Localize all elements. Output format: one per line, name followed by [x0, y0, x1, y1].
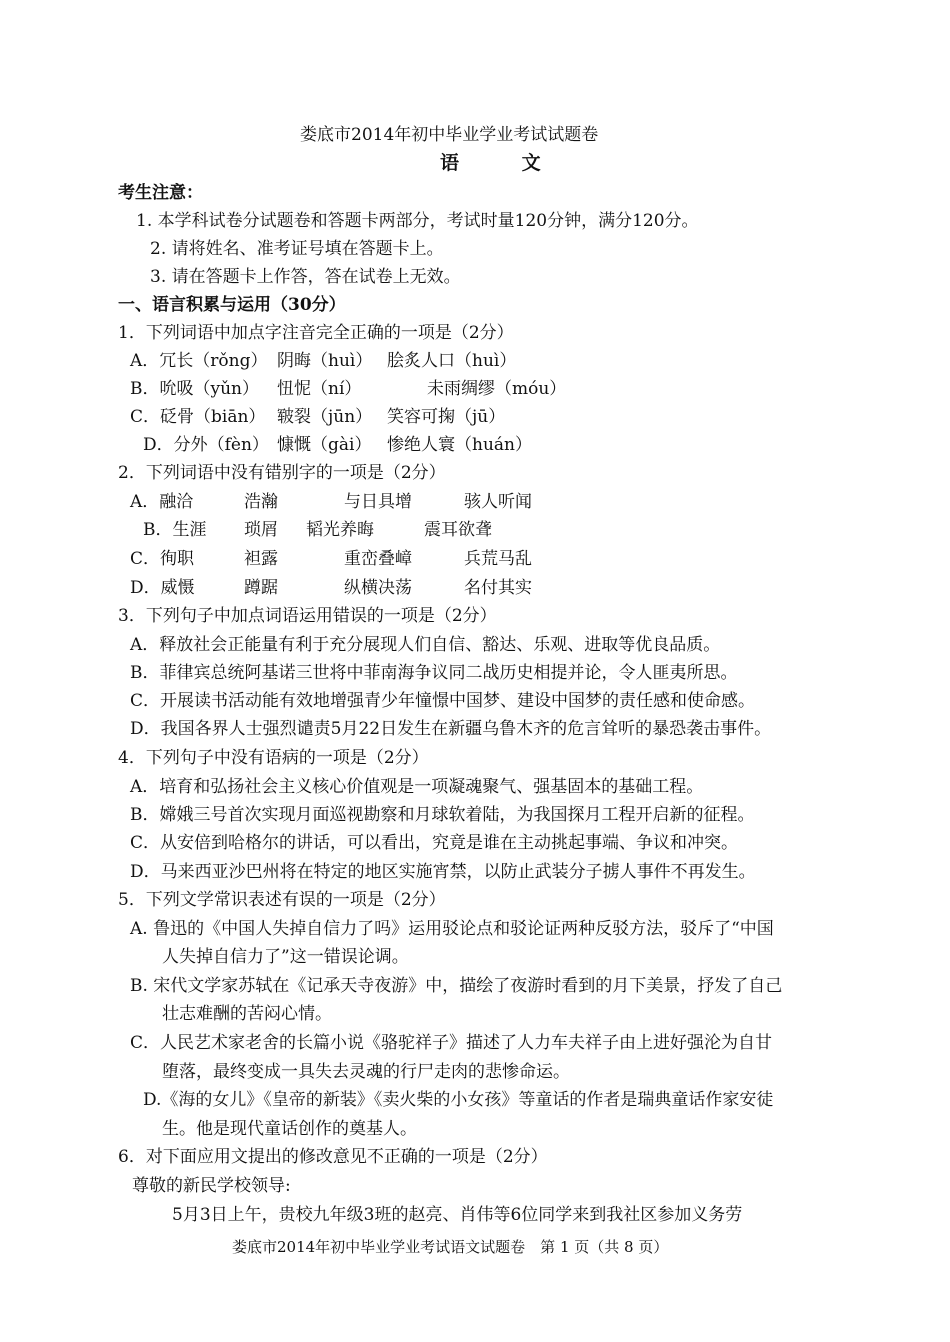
q3-option-c: C．开展读书活动能有效地增强青少年憧憬中国梦、建设中国梦的责任感和使命感。	[130, 691, 756, 711]
q1-a-word-2: 阴晦（huì）	[277, 351, 373, 371]
q1-b-word-1: B．吮吸（yǔn）	[130, 379, 259, 399]
q2-option-c	[130, 548, 532, 570]
section-heading: 一、语言积累与运用（30分）	[118, 295, 346, 315]
notice-item-3: 3. 请在答题卡上作答，答在试卷上无效。	[150, 267, 461, 287]
q2-c-word-1: C．徇职	[130, 549, 195, 569]
q3-option-d: D．我国各界人士强烈谴责5月22日发生在新疆乌鲁木齐的危言耸听的暴恐袭击事件。	[130, 719, 772, 739]
q4-option-b: B．嫦娥三号首次实现月面巡视勘察和月球软着陆，为我国探月工程开启新的征程。	[130, 805, 755, 825]
q1-d-word-3: 惨绝人寰（huán）	[387, 435, 532, 455]
q2-b-word-4: 震耳欲聋	[424, 520, 492, 540]
q1-a-word-1: A．冗长（rǒng）	[130, 351, 268, 371]
q2-c-word-2: 袒露	[244, 549, 278, 569]
q5-option-a-line-1: A. 鲁迅的《中国人失掉自信力了吗》运用驳论点和驳论证两种反驳方法，驳斥了“中国	[130, 919, 774, 939]
q2-c-word-4: 兵荒马乱	[464, 549, 532, 569]
q3-option-b: B．菲律宾总统阿基诺三世将中菲南海争议同二战历史相提并论，令人匪夷所思。	[130, 663, 738, 683]
q5-option-c-line-1: C．人民艺术家老舍的长篇小说《骆驼祥子》描述了人力车夫祥子由上进好强沦为自甘	[130, 1033, 773, 1053]
q5-option-c-line-2: 堕落，最终变成一具失去灵魂的行尸走肉的悲惨命运。	[162, 1062, 570, 1082]
q1-c-word-3: 笑容可掬（jū）	[387, 407, 506, 427]
exam-title: 娄底市2014年初中毕业学业考试试题卷	[300, 125, 599, 145]
q4-option-c: C．从安倍到哈格尔的讲话，可以看出，究竟是谁在主动挑起事端、争议和冲突。	[130, 833, 739, 853]
q2-a-word-3: 与日具增	[344, 492, 412, 512]
notice-item-2: 2. 请将姓名、准考证号填在答题卡上。	[150, 239, 444, 259]
question-1-stem: 1．下列词语中加点字注音完全正确的一项是（2分）	[118, 323, 514, 343]
q5-option-d-line-1: D.《海的女儿》《皇帝的新装》《卖火柴的小女孩》等童话的作者是瑞典童话作家安徒	[143, 1090, 774, 1110]
q1-c-word-1: C．砭骨（biān）	[130, 407, 266, 427]
q5-option-a-line-2: 人失掉自信力了”这一错误论调。	[162, 947, 409, 967]
q5-option-b-line-2: 壮志难酬的苦闷心情。	[162, 1004, 332, 1024]
q4-option-d: D．马来西亚沙巴州将在特定的地区实施宵禁，以防止武装分子掳人事件不再发生。	[130, 862, 756, 882]
q1-option-b	[130, 378, 566, 400]
q2-d-word-2: 蹲踞	[244, 578, 278, 598]
q2-option-d	[130, 577, 532, 599]
q5-option-b-line-1: B. 宋代文学家苏轼在《记承天寺夜游》中，描绘了夜游时看到的月下美景，抒发了自己	[130, 976, 783, 996]
subject-title: 语 文	[440, 152, 569, 174]
letter-body-line-1: 5月3日上午，贵校九年级3班的赵亮、肖伟等6位同学来到我社区参加义务劳	[172, 1205, 743, 1225]
q1-a-word-3: 脍炙人口（huì）	[387, 351, 517, 371]
q2-b-word-3: 韬光养晦	[306, 520, 374, 540]
q5-option-d-line-2: 生。他是现代童话创作的奠基人。	[162, 1119, 417, 1139]
q4-option-a: A．培育和弘扬社会主义核心价值观是一项凝魂聚气、强基固本的基础工程。	[130, 777, 704, 797]
q1-d-word-2: 慷慨（gài）	[277, 435, 372, 455]
q1-option-a	[130, 350, 516, 372]
q1-b-word-4: 未雨绸缪（móu）	[427, 379, 567, 399]
q1-b-word-2: 忸怩（ní）	[277, 379, 362, 399]
q2-option-a	[130, 491, 532, 513]
notice-heading: 考生注意：	[118, 183, 203, 203]
notice-item-1: 1. 本学科试卷分试题卷和答题卡两部分，考试时量120分钟，满分120分。	[136, 211, 699, 231]
q3-option-a: A．释放社会正能量有利于充分展现人们自信、豁达、乐观、进取等优良品质。	[130, 635, 721, 655]
page-footer: 娄底市2014年初中毕业学业考试语文试题卷 第 1 页（共 8 页）	[232, 1238, 669, 1256]
letter-salutation: 尊敬的新民学校领导:	[132, 1176, 291, 1196]
q2-option-b	[143, 519, 492, 541]
q2-a-word-1: A．融洽	[130, 492, 194, 512]
question-5-stem: 5．下列文学常识表述有误的一项是（2分）	[118, 890, 446, 910]
q2-d-word-3: 纵横决荡	[344, 578, 412, 598]
question-6-stem: 6．对下面应用文提出的修改意见不正确的一项是（2分）	[118, 1147, 548, 1167]
q1-option-d	[143, 434, 532, 456]
q2-d-word-1: D．威慑	[130, 578, 195, 598]
q2-b-word-2: 琐屑	[244, 520, 278, 540]
q2-a-word-2: 浩瀚	[244, 492, 278, 512]
q1-d-word-1: D．分外（fèn）	[143, 435, 269, 455]
q2-a-word-4: 骇人听闻	[464, 492, 532, 512]
q1-c-word-2: 皲裂（jūn）	[277, 407, 373, 427]
q1-option-c	[130, 406, 505, 428]
q2-b-word-1: B．生涯	[143, 520, 207, 540]
question-4-stem: 4．下列句子中没有语病的一项是（2分）	[118, 748, 429, 768]
question-2-stem: 2．下列词语中没有错别字的一项是（2分）	[118, 463, 446, 483]
q2-c-word-3: 重峦叠嶂	[344, 549, 412, 569]
question-3-stem: 3．下列句子中加点词语运用错误的一项是（2分）	[118, 606, 497, 626]
q2-d-word-4: 名付其实	[464, 578, 532, 598]
